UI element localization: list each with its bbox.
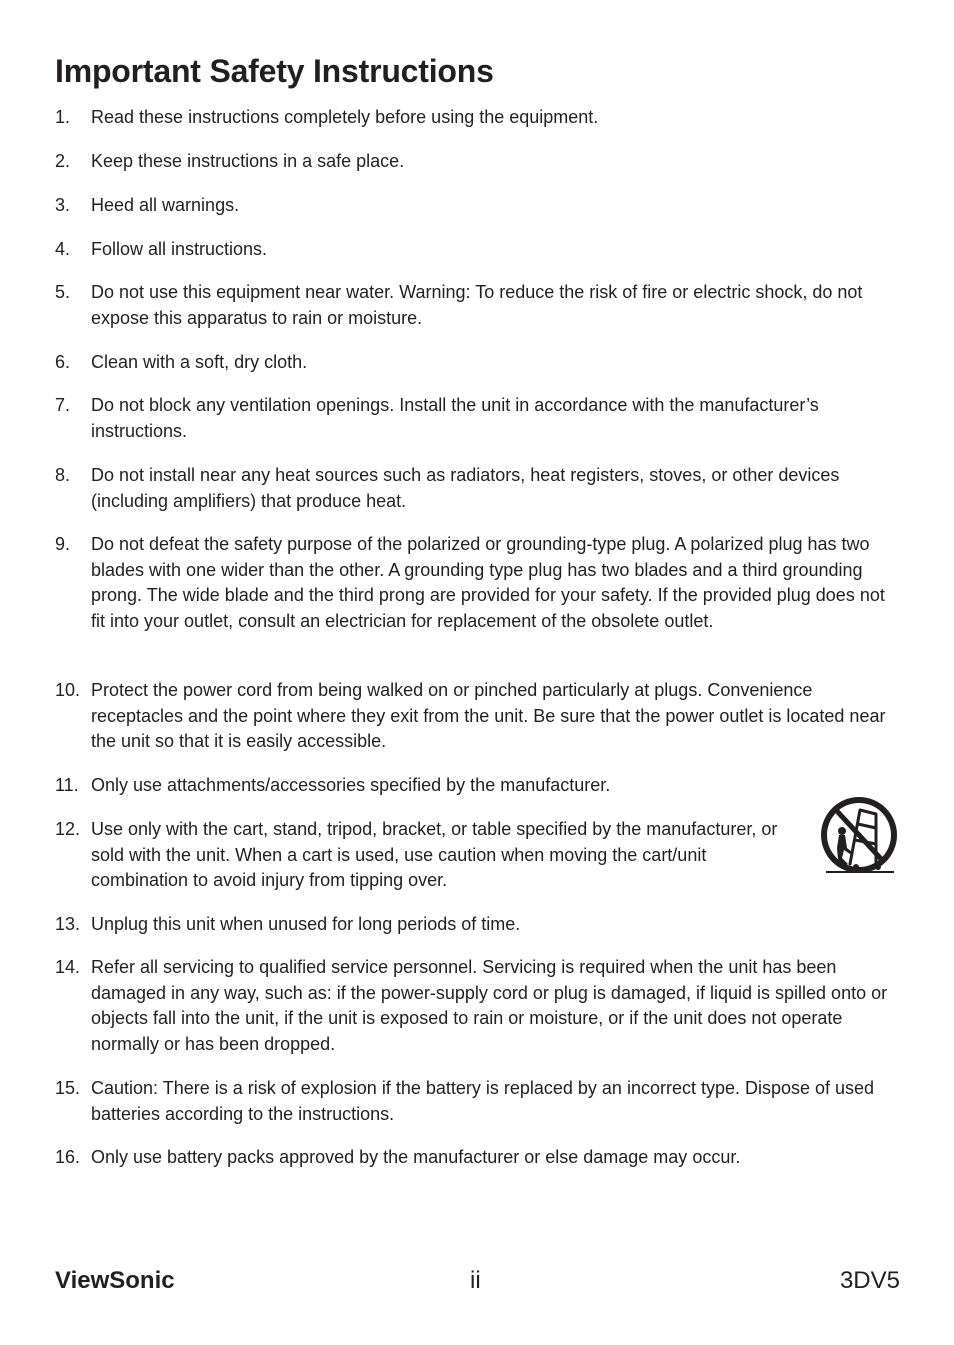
footer-page-number: ii bbox=[470, 1267, 481, 1294]
item-number: 6. bbox=[55, 352, 71, 372]
item-number: 5. bbox=[55, 282, 71, 302]
item-text: Follow all instructions. bbox=[91, 239, 268, 259]
item-number: 16. bbox=[55, 1147, 81, 1167]
item-number: 10. bbox=[55, 680, 81, 700]
item-number: 4. bbox=[55, 239, 71, 259]
item-number: 9. bbox=[55, 534, 71, 554]
item-number: 7. bbox=[55, 395, 71, 415]
item-text: Protect the power cord from being walked on or pinched particularly at plugs. Convenience receptacles and the point where they exit from the unit. Be sure that the power outlet is located near the unit so that it is easily accessible. bbox=[91, 680, 886, 752]
item-text: Only use attachments/accessories specified by the manufacturer. bbox=[91, 775, 611, 795]
item-text: Use only with the cart, stand, tripod, bracket, or table specified by the manufacturer, or sold with the unit. When a cart is used, use caution when moving the cart/unit combination to avoid injury from tipping over. bbox=[91, 819, 778, 891]
item-number: 14. bbox=[55, 957, 81, 977]
footer-brand: ViewSonic bbox=[55, 1267, 175, 1294]
item-number: 1. bbox=[55, 107, 71, 127]
item-text: Unplug this unit when unused for long periods of time. bbox=[91, 914, 521, 934]
item-text: Read these instructions completely before using the equipment. bbox=[91, 107, 599, 127]
item-text: Clean with a soft, dry cloth. bbox=[91, 352, 308, 372]
item-text: Caution: There is a risk of explosion if the battery is replaced by an incorrect type. Dispose of used batteries according to the instructions. bbox=[91, 1078, 875, 1124]
item-text: Do not use this equipment near water. Warning: To reduce the risk of fire or electric shock, do not expose this apparatus to rain or moisture. bbox=[91, 282, 863, 328]
item-text: Refer all servicing to qualified service personnel. Servicing is required when the unit has been damaged in any way, such as: if the power-supply cord or plug is damaged, if liquid is spilled onto or objects fall into the unit, if the unit is exposed to rain or moisture, or if the unit does not operate normally or has been dropped. bbox=[91, 957, 888, 1054]
page-title: Important Safety Instructions bbox=[55, 53, 494, 89]
item-text: Only use battery packs approved by the manufacturer or else damage may occur. bbox=[91, 1147, 741, 1167]
item-number: 3. bbox=[55, 195, 71, 215]
item-number: 2. bbox=[55, 151, 71, 171]
item-text: Do not defeat the safety purpose of the polarized or grounding-type plug. A polarized plug has two blades with one wider than the other. A grounding type plug has two blades and a third grounding prong. The wide blade and the third prong are provided for your safety. If the provided plug does not fit into your outlet, consult an electrician for replacement of the obsolete outlet. bbox=[91, 534, 885, 631]
item-number: 8. bbox=[55, 465, 71, 485]
footer-model-number: 3DV5 bbox=[839, 1267, 900, 1294]
item-number: 12. bbox=[55, 819, 81, 839]
cart-tip-over-warning-icon bbox=[818, 796, 900, 878]
item-text: Heed all warnings. bbox=[91, 195, 240, 215]
item-number: 15. bbox=[55, 1078, 81, 1098]
item-text: Do not block any ventilation openings. Install the unit in accordance with the manufacturer’s instructions. bbox=[91, 395, 819, 441]
item-number: 11. bbox=[55, 775, 79, 795]
item-text: Do not install near any heat sources such as radiators, heat registers, stoves, or other devices (including amplifiers) that produce heat. bbox=[91, 465, 840, 511]
item-text: Keep these instructions in a safe place. bbox=[91, 151, 405, 171]
item-number: 13. bbox=[55, 914, 81, 934]
